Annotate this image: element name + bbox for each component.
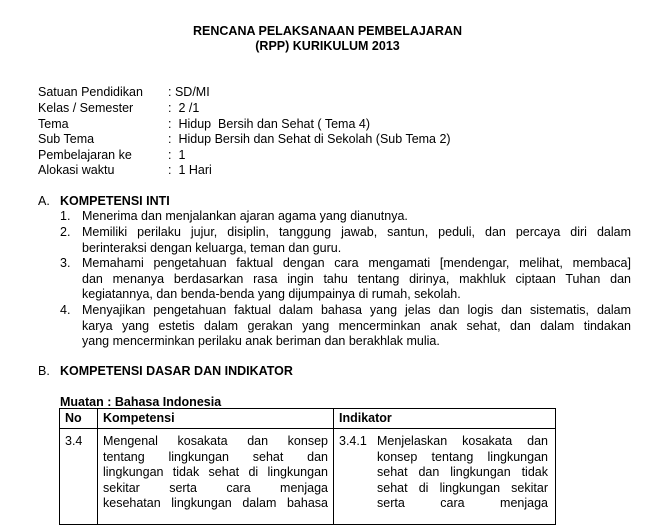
identity-value: : 2 /1: [168, 101, 200, 115]
table-cell-indikator: 3.4.1 Menjelaskan kosakata dan konsep tentang lingkungan sehat dan lingkungan tidak sehat di lingkungan sekitar serta cara menjaga: [334, 429, 556, 525]
table-header-row: [60, 409, 556, 429]
identity-value: : SD/MI: [168, 85, 210, 99]
list-item: Menyajikan pengetahuan faktual dalam bahasa yang jelas dan logis dan sistematis, dalam karya yang estetis dalam gerakan yang mencerminkan anak sehat, dan dalam tindakan yang mencerminkan perilaku anak beriman dan berakhlak mulia.: [82, 303, 631, 349]
list-item: Memiliki perilaku jujur, disiplin, tanggung jawab, santun, peduli, dan percaya diri dalam berinteraksi dengan keluarga, teman dan guru.: [82, 225, 631, 255]
section-b-title: KOMPETENSI DASAR DAN INDIKATOR: [60, 364, 293, 378]
identity-label: Satuan Pendidikan: [38, 85, 143, 99]
table-header-kompetensi: Kompetensi: [98, 409, 334, 429]
table-cell-kompetensi: Mengenal kosakata dan konsep tentang lingkungan sehat dan lingkungan tidak sehat di lingkungan sekitar serta cara menjaga kesehatan lingkungan dalam bahasa: [98, 429, 334, 525]
subject-label: Muatan : Bahasa Indonesia: [60, 395, 222, 409]
identity-value: : 1: [168, 148, 186, 162]
identity-label: Alokasi waktu: [38, 163, 115, 177]
document-title-line2: (RPP) KURIKULUM 2013: [255, 39, 400, 53]
section-b-letter: B.: [38, 364, 50, 378]
list-item-number: 4.: [60, 303, 71, 317]
identity-value: : Hidup Bersih dan Sehat ( Tema 4): [168, 117, 370, 131]
list-item: Memahami pengetahuan faktual dengan cara mengamati [mendengar, melihat, membaca] dan menanya berdasarkan rasa ingin tahu tentang dirinya, makhluk ciptaan Tuhan dan kegiatannya, dan benda-benda yang dijumpainya di rumah, sekolah.: [82, 256, 631, 302]
table-row: [60, 429, 556, 525]
section-a-title: KOMPETENSI INTI: [60, 194, 170, 208]
document-title-line1: RENCANA PELAKSANAAN PEMBELAJARAN: [193, 24, 462, 38]
competency-table: [59, 408, 556, 525]
table-cell-no: 3.4: [60, 429, 98, 525]
identity-label: Sub Tema: [38, 132, 95, 146]
list-item-number: 2.: [60, 225, 71, 239]
identity-label: Kelas / Semester: [38, 101, 134, 115]
identity-label: Tema: [38, 117, 69, 131]
table-header-indikator: Indikator: [334, 409, 556, 429]
section-a-letter: A.: [38, 194, 50, 208]
list-item-number: 1.: [60, 209, 71, 223]
list-item-number: 3.: [60, 256, 71, 270]
identity-value: : Hidup Bersih dan Sehat di Sekolah (Sub Tema 2): [168, 132, 451, 146]
list-item: Menerima dan menjalankan ajaran agama yang dianutnya.: [82, 209, 408, 223]
table-header-no: No: [60, 409, 98, 429]
identity-label: Pembelajaran ke: [38, 148, 132, 162]
identity-value: : 1 Hari: [168, 163, 212, 177]
indicator-number: 3.4.1: [339, 434, 367, 448]
